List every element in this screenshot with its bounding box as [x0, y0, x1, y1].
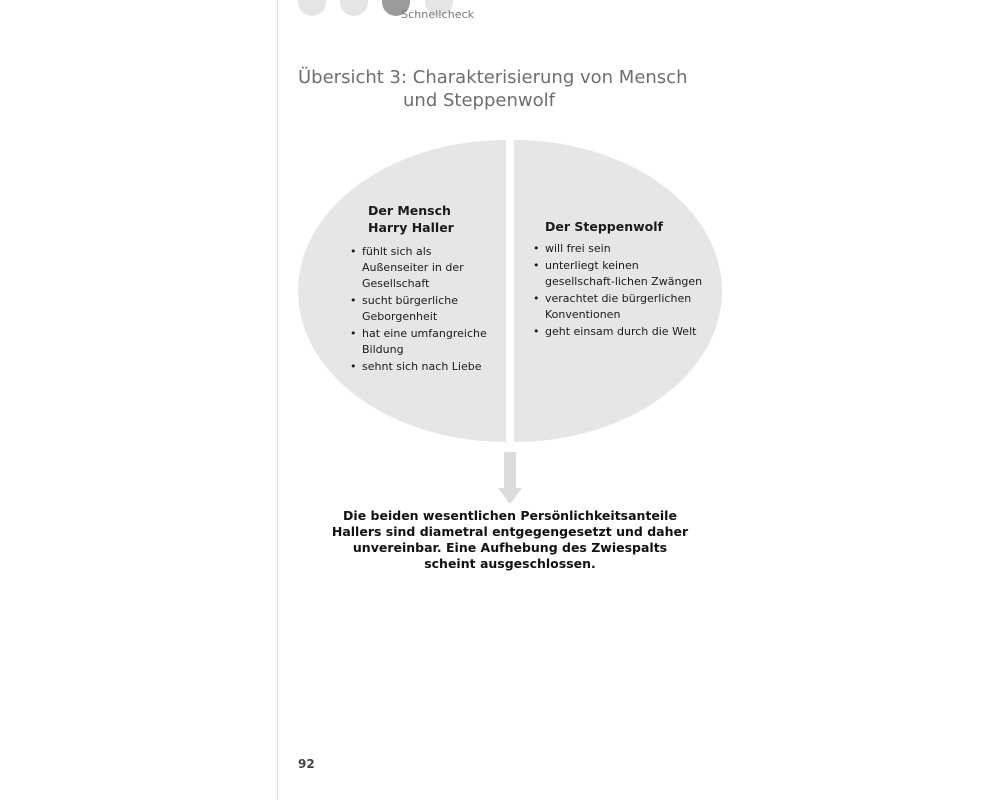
conclusion-text: Die beiden wesentlichen Persönlichkeitsanteile Hallers sind diametral entgegengesetzt und daher unvereinbar. Eine Aufhebung des Zwiespalts scheint ausgeschlossen. [331, 508, 689, 571]
chapter-progress-dots [298, 0, 478, 21]
list-item: • sehnt sich nach Liebe [348, 359, 498, 375]
steppenwolf-trait-list [531, 241, 711, 340]
mensch-column [348, 202, 498, 376]
mensch-heading-line-1: Der Mensch [368, 203, 451, 218]
page-title [298, 66, 698, 112]
list-item: • verachtet die bürgerlichen Konventionen [531, 291, 711, 323]
down-arrow-icon [498, 452, 522, 504]
list-item: • geht einsam durch die Welt [531, 324, 711, 340]
reader-right-margin [720, 0, 1000, 800]
mensch-heading [348, 202, 498, 236]
steppenwolf-column [531, 218, 711, 341]
list-item: • will frei sein [531, 241, 711, 257]
list-item: • sucht bürgerliche Geborgenheit [348, 293, 498, 325]
mensch-heading-line-2: Harry Haller [368, 220, 454, 235]
chapter-dot-label: Schnellcheck [401, 8, 475, 21]
page-number: 92 [298, 757, 315, 771]
list-item: • fühlt sich als Außenseiter in der Gesellschaft [348, 244, 498, 292]
list-item: • unterliegt keinen gesellschaft-lichen Zwängen [531, 258, 711, 290]
page-title-line-1: Übersicht 3: Charakterisierung von Mensch [298, 67, 688, 88]
mensch-trait-list [348, 244, 498, 375]
book-page [278, 0, 720, 800]
character-diagram [298, 140, 722, 442]
page-title-line-2: und Steppenwolf [403, 90, 555, 111]
list-item: • hat eine umfangreiche Bildung [348, 326, 498, 358]
reader-left-margin [0, 0, 277, 800]
chapter-dot-1[interactable] [298, 0, 326, 16]
chapter-dot-2[interactable] [340, 0, 368, 16]
steppenwolf-heading: Der Steppenwolf [545, 219, 663, 234]
